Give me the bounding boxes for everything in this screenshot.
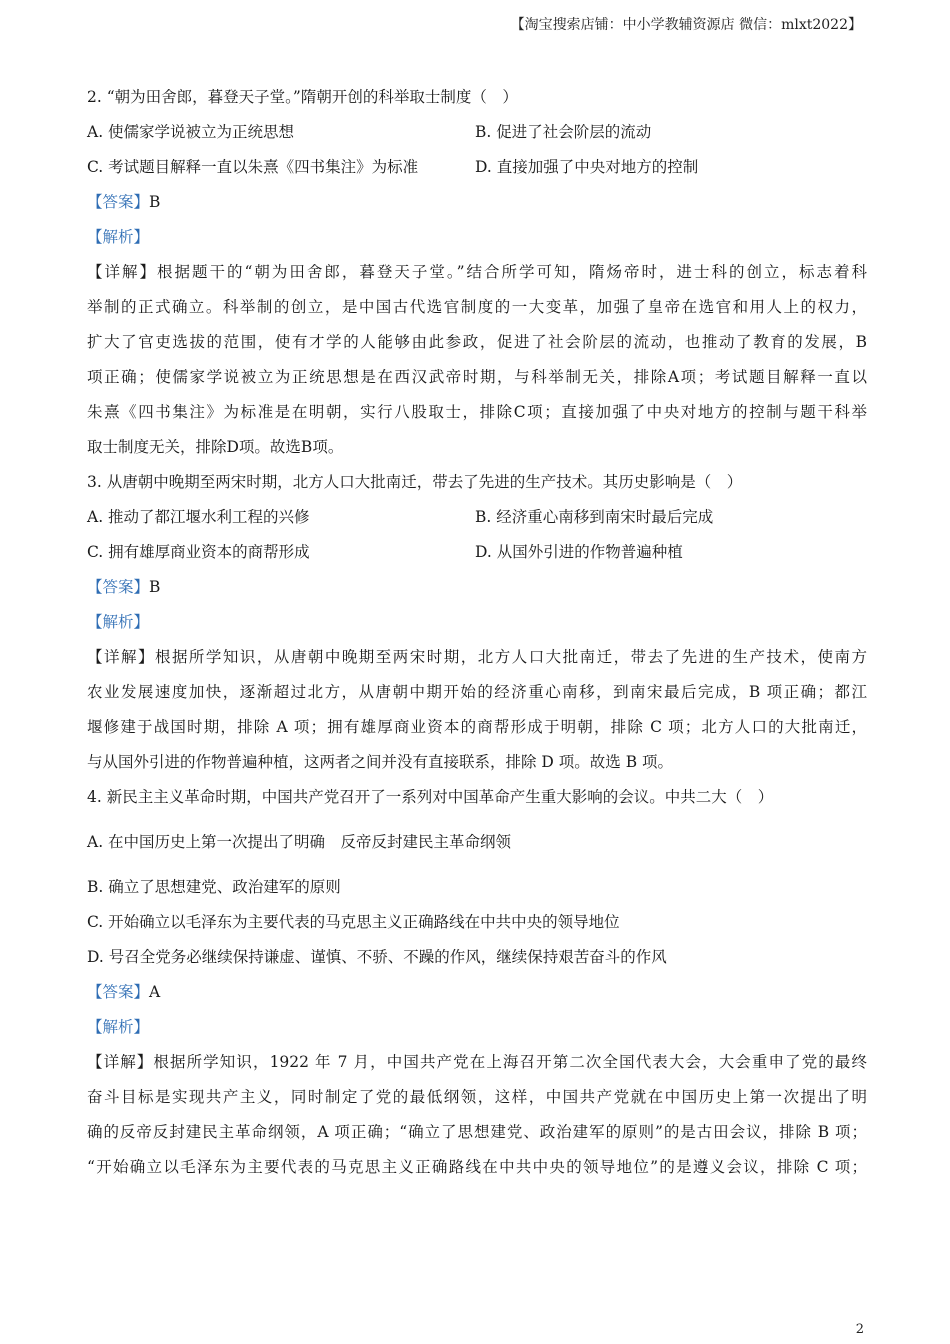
q2-stem: 2. “朝为田舍郎，暮登天子堂。”隋朝开创的科举取士制度（ ） [87,88,518,106]
q3-options-row-1 [87,500,867,535]
q3-options-row-2 [87,535,867,570]
q4-stem: 4. 新民主主义革命时期，中国共产党召开了一系列对中国革命产生重大影响的会议。中共二大（ ） [87,788,774,806]
q2-answer [87,185,867,220]
q2-options-row-1 [87,115,867,150]
page-header: 【淘宝搜索店铺：中小学教辅资源店 微信：mlxt2022】 [510,17,862,33]
q3-option-b: B. 经济重心南移到南宋时最后完成 [475,508,714,526]
document-body [87,80,867,1185]
q3-detail-line-4: 与从国外引进的作物普遍种植，这两者之间并没有直接联系，排除 D 项。故选 B 项。 [87,753,674,771]
q3-analysis-tag: 【解析】 [87,613,150,631]
q4-answer [87,975,867,1010]
q2-option-c: C. 考试题目解释一直以朱熹《四书集注》为标准 [87,158,419,176]
q4-detail-line-2: 奋斗目标是实现共产主义，同时制定了党的最低纲领，这样，中国共产党就在中国历史上第一次提出了明 [87,1088,867,1106]
q3-option-d: D. 从国外引进的作物普遍种植 [475,543,683,561]
q4-answer-value: A [149,983,161,1001]
q2-analysis-tag: 【解析】 [87,228,150,246]
q3-option-c: C. 拥有雄厚商业资本的商帮形成 [87,543,310,561]
q4-answer-tag: 【答案】 [87,983,150,1001]
q2-option-b: B. 促进了社会阶层的流动 [475,123,652,141]
q2-answer-tag: 【答案】 [87,193,150,211]
q2-detail-line-1 [87,255,867,290]
q4-analysis-tag: 【解析】 [87,1018,150,1036]
q2-answer-value: B [149,193,161,211]
q4-detail-text-1: 根据所学知识，1922 年 7 月，中国共产党在上海召开第二次全国代表大会，大会重申了党的最终 [153,1053,867,1071]
q4-option-b: B. 确立了思想建党、政治建军的原则 [87,878,341,896]
q3-detail-line-2: 农业发展速度加快，逐渐超过北方，从唐朝中期开始的经济重心南移，到南宋最后完成，B 项正确；都江 [87,683,867,701]
q3-detail-line-3: 堰修建于战国时期，排除 A 项；拥有雄厚商业资本的商帮形成于明朝，排除 C 项；北方人口的大批南迁， [87,718,867,736]
q2-option-d: D. 直接加强了中央对地方的控制 [475,158,699,176]
q2-detail-text-1: 根据题干的“朝为田舍郎，暮登天子堂。”结合所学可知，隋炀帝时，进士科的创立，标志着科 [157,263,867,281]
q4-option-d: D. 号召全党务必继续保持谦虚、谨慎、不骄、不躁的作风，继续保持艰苦奋斗的作风 [87,948,667,966]
q3-answer [87,570,867,605]
q3-option-a: A. 推动了都江堰水利工程的兴修 [87,508,310,526]
q4-detail-line-4: “开始确立以毛泽东为主要代表的马克思主义正确路线在中共中央的领导地位”的是遵义会议，排除 C 项； [87,1158,867,1176]
q3-stem: 3. 从唐朝中晚期至两宋时期，北方人口大批南迁，带去了先进的生产技术。其历史影响是（ ） [87,473,743,491]
q2-detail-tag: 【详解】 [87,263,157,281]
q2-detail-line-4: 项正确；使儒家学说被立为正统思想是在西汉武帝时期，与科举制无关，排除A项；考试题目解释一直以 [87,368,867,386]
page-number: 2 [855,1322,864,1337]
q2-detail-line-2: 举制的正式确立。科举制的创立，是中国古代选官制度的一大变革，加强了皇帝在选官和用人上的权力， [87,298,867,316]
q2-option-a: A. 使儒家学说被立为正统思想 [87,123,295,141]
q4-detail-tag: 【详解】 [87,1053,154,1071]
q3-detail-tag: 【详解】 [87,648,155,666]
q4-option-c: C. 开始确立以毛泽东为主要代表的马克思主义正确路线在中共中央的领导地位 [87,913,620,931]
q2-detail-line-5: 朱熹《四书集注》为标准是在明朝，实行八股取士，排除C项；直接加强了中央对地方的控制与题干科举 [87,403,867,421]
q3-detail-text-1: 根据所学知识，从唐朝中晚期至两宋时期，北方人口大批南迁，带去了先进的生产技术，使南方 [154,648,867,666]
q3-detail-line-1 [87,640,867,675]
q4-option-a: A. 在中国历史上第一次提出了明确 反帝反封建民主革命纲领 [87,833,512,851]
q4-detail-line-3: 确的反帝反封建民主革命纲领，A 项正确；“确立了思想建党、政治建军的原则”的是古田会议，排除 B 项； [87,1123,867,1141]
q2-detail-line-3: 扩大了官吏选拔的范围，使有才学的人能够由此参政，促进了社会阶层的流动，也推动了教育的发展，B [87,333,867,351]
q2-options-row-2 [87,150,867,185]
q3-answer-tag: 【答案】 [87,578,150,596]
q2-detail-line-6: 取士制度无关，排除D项。故选B项。 [87,438,344,456]
q4-detail-line-1 [87,1045,867,1080]
q3-answer-value: B [149,578,161,596]
